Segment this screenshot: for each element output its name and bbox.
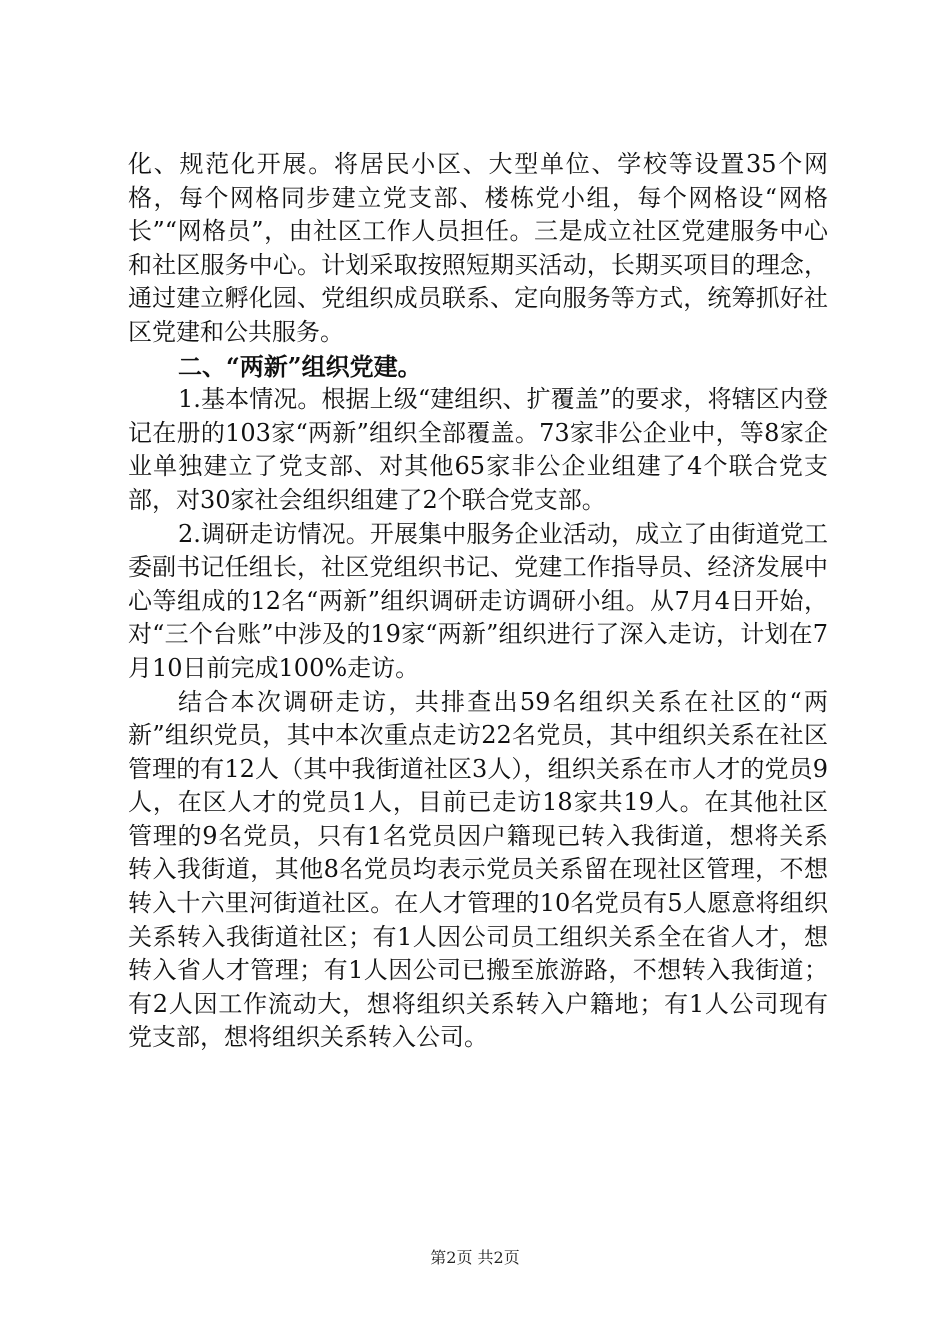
document-body <box>128 148 828 1055</box>
paragraph-continuation: 化、规范化开展。将居民小区、大型单位、学校等设置35个网格，每个网格同步建立党支部、楼栋党小组，每个网格设“网格长”“网格员”，由社区工作人员担任。三是成立社区党建服务中心和社区服务中心。计划采取按照短期买活动，长期买项目的理念，通过建立孵化园、党组织成员联系、定向服务等方式，统筹抓好社区党建和公共服务。 <box>128 150 828 346</box>
paragraph-visit-results: 结合本次调研走访，共排查出59名组织关系在社区的“两新”组织党员，其中本次重点走访22名党员，其中组织关系在社区管理的有12人（其中我街道社区3人），组织关系在市人才的党员9人，在区人才的党员1人，目前已走访18家共19人。在其他社区管理的9名党员，只有1名党员因户籍现已转入我街道，想将关系转入我街道，其他8名党员均表示党员关系留在现社区管理，不想转入十六里河街道社区。在人才管理的10名党员有5人愿意将组织关系转入我街道社区；有1人因公司员工组织关系全在省人才，想转入省人才管理；有1人因公司已搬至旅游路，不想转入我街道；有2人因工作流动大，想将组织关系转入户籍地；有1人公司现有党支部，想将组织关系转入公司。 <box>128 687 828 1052</box>
paragraph-visit-situation: 2.调研走访情况。开展集中服务企业活动，成立了由街道党工委副书记任组长，社区党组织书记、党建工作指导员、经济发展中心等组成的12名“两新”组织调研走访调研小组。从7月4日开始，对“三个台账”中涉及的19家“两新”组织进行了深入走访，计划在7月10日前完成100%走访。 <box>128 519 828 682</box>
page-number-footer: 第2页 共2页 <box>430 1248 520 1267</box>
paragraph-basic-situation: 1.基本情况。根据上级“建组织、扩覆盖”的要求，将辖区内登记在册的103家“两新”组织全部覆盖。73家非公企业中，等8家企业单独建立了党支部、对其他65家非公企业组建了4个联合党支部，对30家社会组织组建了2个联合党支部。 <box>128 385 828 514</box>
section-heading: 二、“两新”组织党建。 <box>178 351 422 381</box>
